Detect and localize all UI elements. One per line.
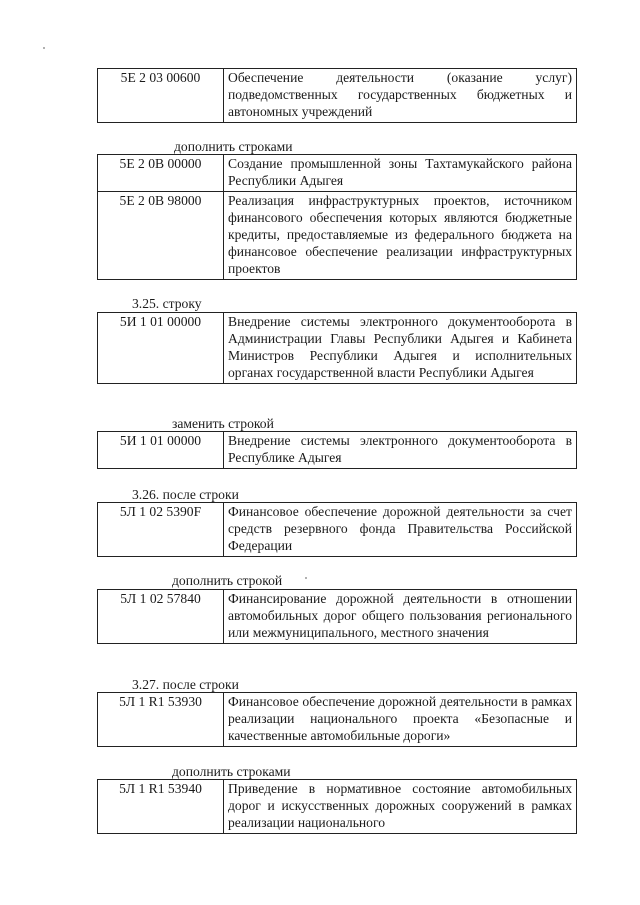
table-row xyxy=(98,693,577,747)
instruction-label: дополнить строками xyxy=(174,139,293,154)
instruction-label: дополнить строкой xyxy=(172,573,283,588)
table-row xyxy=(98,155,577,192)
description-cell: Финансовое обеспечение дорожной деятельности в рамках реализации национального проекта «Безопасные и качественные автомобильные дороги» xyxy=(224,693,577,747)
table-row xyxy=(98,780,577,834)
description-cell: Внедрение системы электронного документооборота в Республике Адыгея xyxy=(224,432,577,469)
description-cell: Реализация инфраструктурных проектов, источником финансового обеспечения которых являются бюджетные кредиты, предоставляемые из федерального бюджета на финансовое обеспечение реализации инфраструктурных проектов xyxy=(224,192,577,280)
instruction-label: 3.25. строку xyxy=(132,296,202,311)
table-row xyxy=(98,432,577,469)
budget-code-table xyxy=(97,431,577,469)
table-row xyxy=(98,503,577,557)
table-row xyxy=(98,313,577,384)
budget-code-table xyxy=(97,312,577,384)
instruction-label: заменить строкой xyxy=(172,416,274,431)
instruction-label: дополнить строками xyxy=(172,764,291,779)
budget-code-table xyxy=(97,154,577,280)
instruction-label: 3.27. после строки xyxy=(132,677,239,692)
budget-code-table xyxy=(97,692,577,747)
budget-code-cell: 5Л 1 R1 53940 xyxy=(98,780,224,834)
scan-speck xyxy=(43,47,45,49)
budget-code-table xyxy=(97,589,577,644)
description-cell: Финансирование дорожной деятельности в отношении автомобильных дорог общего пользования регионального или межмуниципального, местного значения xyxy=(224,590,577,644)
budget-code-cell: 5Е 2 03 00600 xyxy=(98,69,224,123)
budget-code-table xyxy=(97,68,577,123)
description-cell: Создание промышленной зоны Тахтамукайского района Республики Адыгея xyxy=(224,155,577,192)
budget-code-cell: 5Л 1 02 5390F xyxy=(98,503,224,557)
instruction-label: 3.26. после строки xyxy=(132,487,239,502)
description-cell: Обеспечение деятельности (оказание услуг) подведомственных государственных бюджетных и автономных учреждений xyxy=(224,69,577,123)
description-cell: Финансовое обеспечение дорожной деятельности за счет средств резервного фонда Правительства Российской Федерации xyxy=(224,503,577,557)
budget-code-cell: 5Л 1 02 57840 xyxy=(98,590,224,644)
budget-code-cell: 5Е 2 0В 98000 xyxy=(98,192,224,280)
table-row xyxy=(98,590,577,644)
budget-code-cell: 5Л 1 R1 53930 xyxy=(98,693,224,747)
budget-code-cell: 5Е 2 0В 00000 xyxy=(98,155,224,192)
scan-speck xyxy=(305,577,307,579)
description-cell: Приведение в нормативное состояние автомобильных дорог и искусственных дорожных сооружений в рамках реализации национального xyxy=(224,780,577,834)
budget-code-cell: 5И 1 01 00000 xyxy=(98,432,224,469)
table-row xyxy=(98,69,577,123)
budget-code-cell: 5И 1 01 00000 xyxy=(98,313,224,384)
budget-code-table xyxy=(97,502,577,557)
description-cell: Внедрение системы электронного документооборота в Администрации Главы Республики Адыгея и Кабинета Министров Республики Адыгея и исполнительных органах государственной власти Республики Адыгея xyxy=(224,313,577,384)
table-row xyxy=(98,192,577,280)
budget-code-table xyxy=(97,779,577,834)
